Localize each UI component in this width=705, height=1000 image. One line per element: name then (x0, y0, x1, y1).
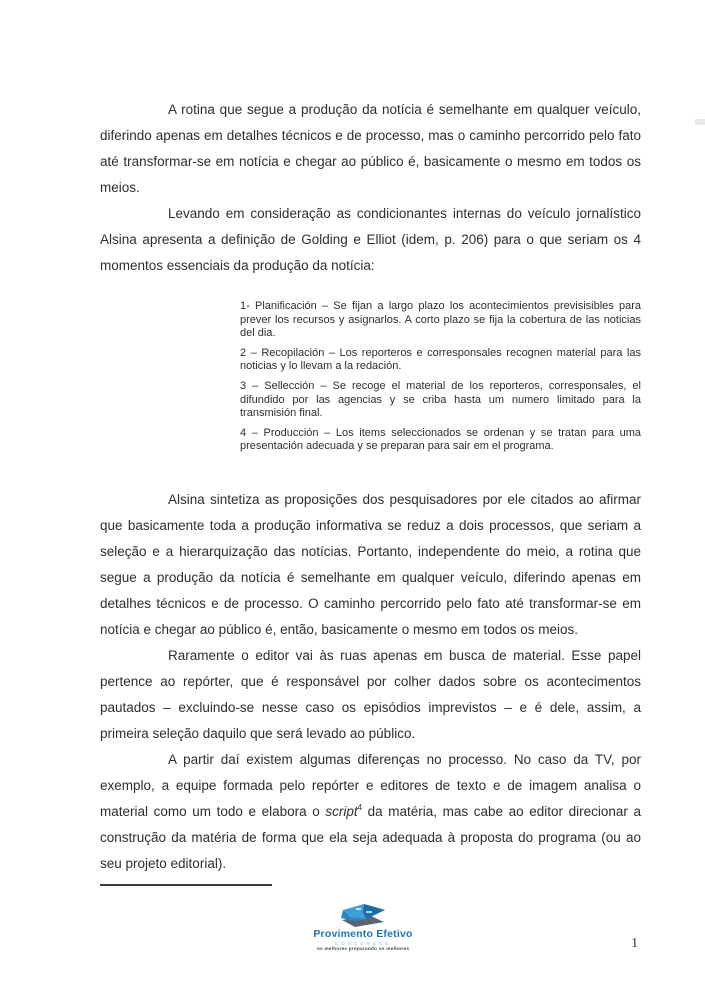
footnote-reference: 4 (357, 802, 363, 812)
logo-book-icon (339, 903, 387, 928)
quote-item: 3 – Sellección – Se recoge el material de los reporteros, corresponsales, el difundido por las agencias y se criba hasta um numero limitado para la transmisión final. (240, 379, 641, 420)
page-number: 1 (631, 935, 638, 950)
logo-subtitle: CONCURSOS (334, 941, 392, 946)
footnote-separator-rule (100, 884, 272, 886)
logo-tagline: os melhores preparando os melhores (316, 947, 410, 952)
paragraph: Levando em consideração as condicionantes internas do veículo jornalístico Alsina apresenta a definição de Golding e Elliot (idem, p. 206) para o que seriam os 4 momentos essenciais da produção da notícia: (100, 206, 641, 273)
paragraph: Raramente o editor vai às ruas apenas em busca de material. Esse papel pertence ao repórter, que é responsável por colher dados sobre os acontecimentos pautados – excluindo-se nesse caso os episódios imprevistos – e é dele, assim, a primeira seleção daquilo que será levado ao público. (100, 647, 641, 741)
block-quote (240, 300, 641, 454)
scan-edge-artifact (695, 119, 705, 125)
paragraph: Alsina sintetiza as proposições dos pesquisadores por ele citados ao afirmar que basicamente toda a produção informativa se reduz a dois processos, que seriam a seleção e a hierarquização das notícias. Portanto, independente do meio, a rotina que segue a produção da notícia é semelhante em qualquer veículo, diferindo apenas em detalhes técnicos e de processo. O caminho percorrido pelo fato até transformar-se em notícia e chegar ao público é, então, basicamente o mesmo em todos os meios. (100, 491, 641, 637)
paragraph-text: A partir daí existem algumas diferenças no processo. No caso da TV, por exemplo, a equipe formada pelo repórter e editores de texto e de imagem analisa o material como um todo e elabora o (100, 751, 641, 819)
logo-title: Provimento Efetivo (313, 928, 413, 940)
quote-item: 1- Planificación – Se fijan a largo plazo los acontecimientos previsisibles para prever los recursos y asignarlos. A corto plazo se fija la cobertura de las noticias del dia. (240, 300, 641, 340)
paragraph (100, 747, 641, 877)
logo (305, 903, 421, 953)
paragraph: A rotina que segue a produção da notícia é semelhante em qualquer veículo, diferindo apenas em detalhes técnicos e de processo, mas o caminho percorrido pelo fato até transformar-se em notícia e chegar ao público é, basicamente o mesmo em todos os meios. (100, 102, 641, 195)
italic-term: script (325, 803, 358, 819)
paragraph-text: da matéria, mas cabe ao editor direcionar a construção da matéria de forma que ela seja adequada à proposta do programa (ou ao seu projeto editorial). (100, 803, 641, 871)
quote-item: 4 – Producción – Los items seleccionados se ordenan y se tratan para uma presentación adecuada y se preparan para sair em el programa. (240, 426, 641, 453)
quote-item: 2 – Recopilación – Los reporteros e corresponsales recognen material para las noticias y lo llevam a la redación. (240, 346, 641, 373)
